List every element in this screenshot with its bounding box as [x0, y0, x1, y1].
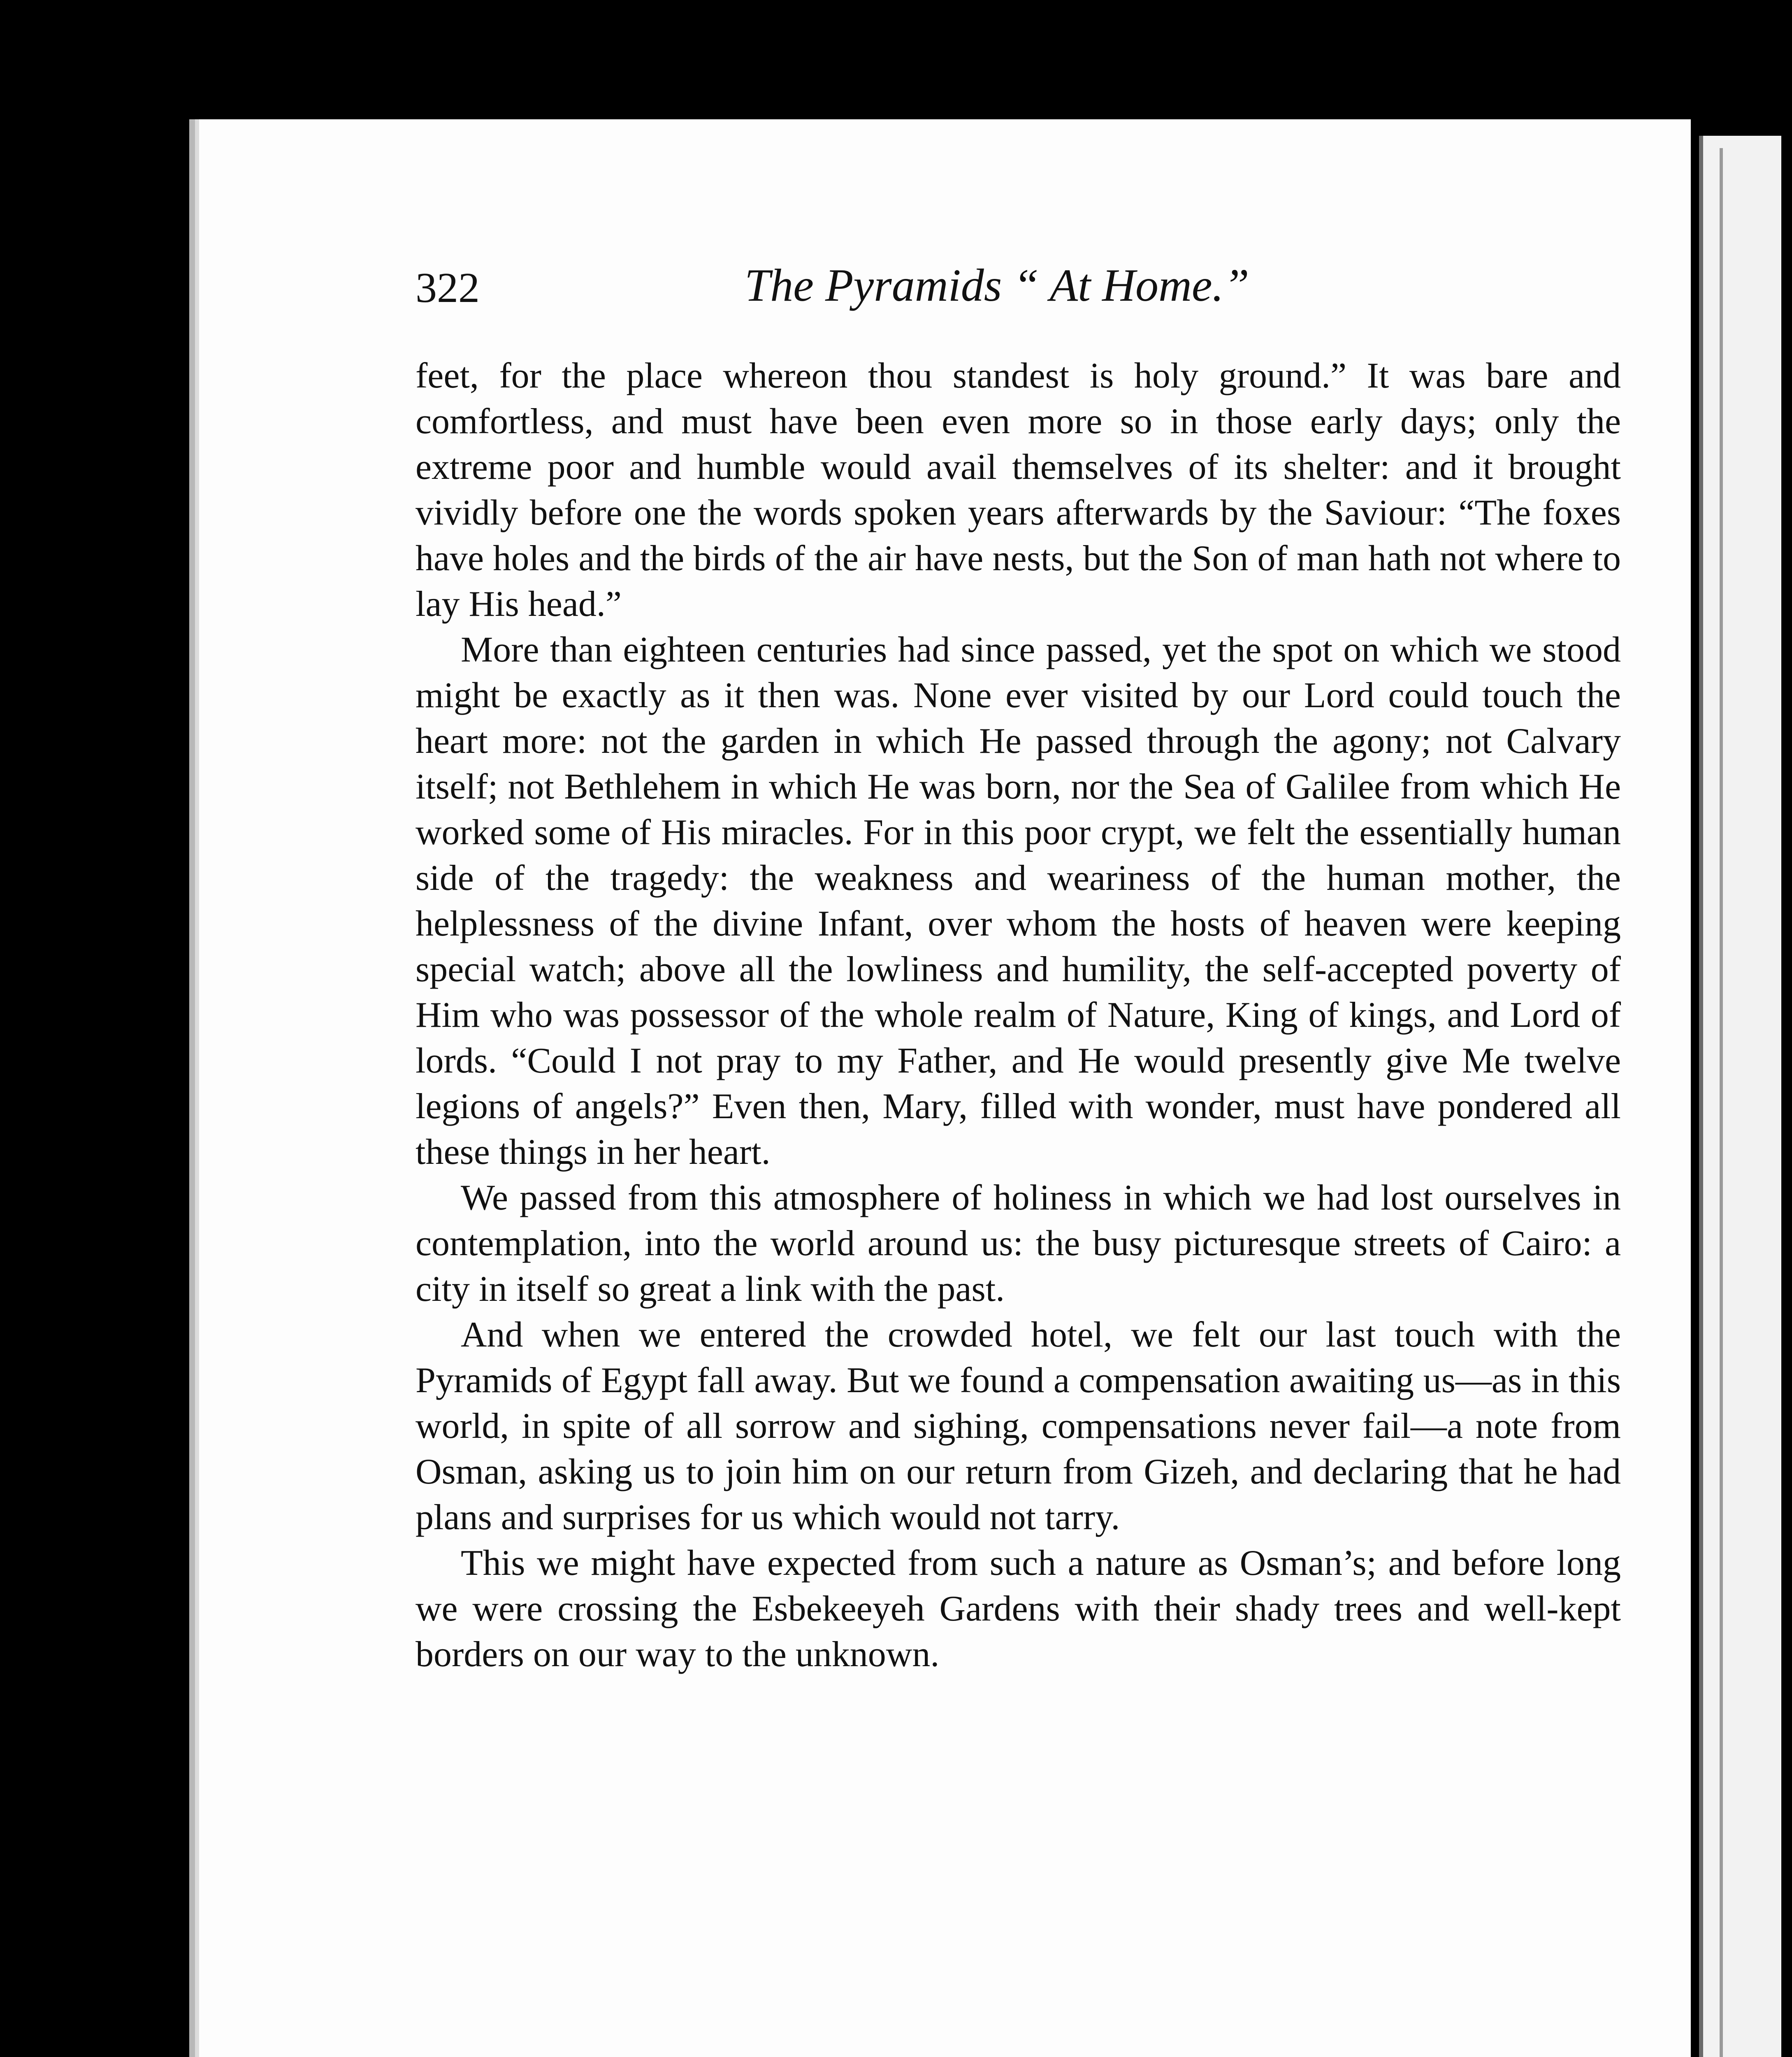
running-head: The Pyramids “ At Home.”: [745, 260, 1249, 311]
paragraph: More than eighteen centuries had since passed, yet the spot on which we stood might be exactly as it then was. None ever visited by our Lord could touch the heart more: not the garden in which He passed through the agony; not Calvary itself; not Bethlehem in which He was born, nor the Sea of Galilee from which He worked some of His miracles. For in this poor crypt, we felt the essentially human side of the tragedy: the weakness and weariness of the human mother, the helplessness of the divine Infant, over whom the hosts of heaven were keeping special watch; above all the lowliness and humility, the self-accepted poverty of Him who was possessor of the whole realm of Nature, King of kings, and Lord of lords. “Could I not pray to my Father, and He would presently give Me twelve legions of angels?” Even then, Mary, filled with wonder, must have pondered all these things in her heart.: [416, 630, 1621, 1172]
paragraph: This we might have expected from such a nature as Osman’s; and before long we were crossing the Esbekeeyeh Gardens with their shady trees and well-kept borders on our way to the unknown.: [416, 1543, 1621, 1674]
body-text: [416, 353, 1621, 1677]
paragraph: And when we entered the crowded hotel, we felt our last touch with the Pyramids of Egypt fall away. But we found a compensation awaiting us—as in this world, in spite of all sorrow and sighing, compensations never fail—a note from Osman, asking us to join him on our return from Gizeh, and declaring that he had plans and surprises for us which would not tarry.: [416, 1315, 1621, 1537]
paragraph: feet, for the place whereon thou standest is holy ground.” It was bare and comfortless, and must have been even more so in those early days; only the extreme poor and humble would avail themselves of its shelter: and it brought vividly before one the words spoken years afterwards by the Saviour: “The foxes have holes and the birds of the air have nests, but the Son of man hath not where to lay His head.”: [416, 356, 1621, 624]
page-header: [416, 259, 1621, 317]
page-gutter-line: [1720, 148, 1723, 2057]
page-number: 322: [416, 264, 480, 311]
next-page-edge: [1699, 136, 1781, 2057]
paragraph: We passed from this atmosphere of holiness in which we had lost ourselves in contemplation, into the world around us: the busy picturesque streets of Cairo: a city in itself so great a link with the past.: [416, 1178, 1621, 1309]
